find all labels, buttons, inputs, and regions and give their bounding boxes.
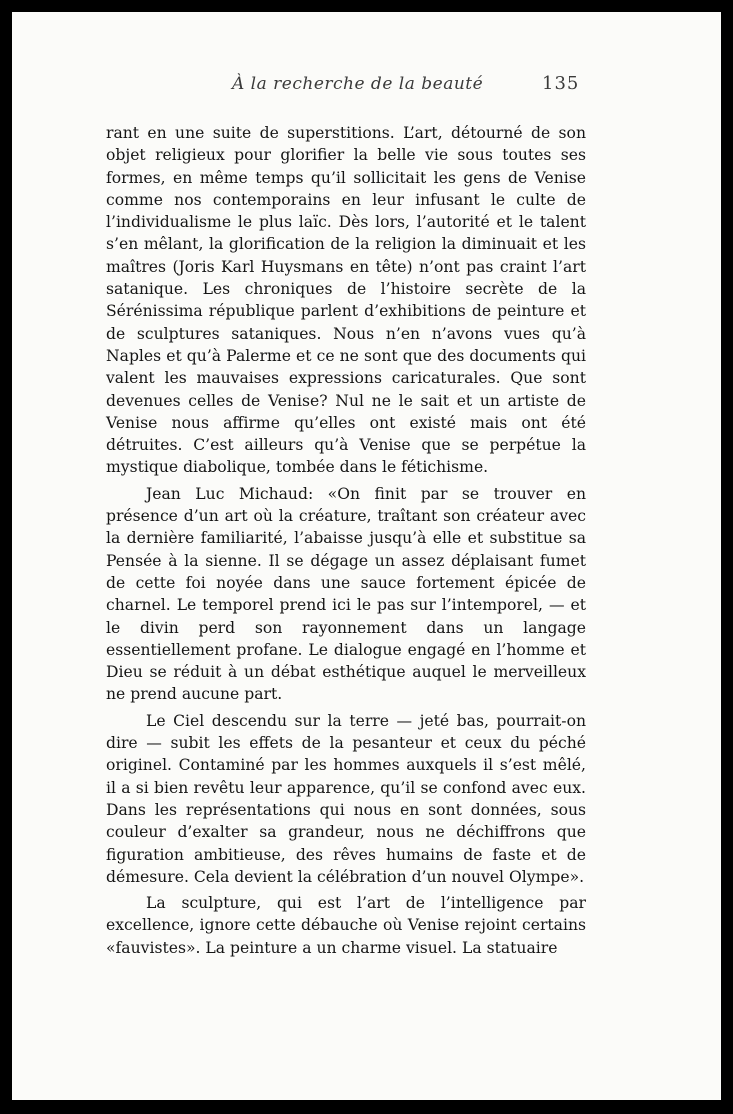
running-head (12, 74, 721, 104)
paragraph: rant en une suite de superstitions. L’art, détourné de son objet religieux pour glorifier la belle vie sous toutes ses formes, en même temps qu’il sollicitait les gens de Venise comme nos contemporains en leur infusant le culte de l’individualisme le plus laïc. Dès lors, l’autorité et le talent s’en mêlant, la glorification de la religion la diminuait et les maîtres (Joris Karl Huysmans en tête) n’ont pas craint l’art satanique. Les chroniques de l’histoire secrète de la Sérénissima république parlent d’exhibitions de peinture et de sculptures sataniques. Nous n’en n’avons vues qu’à Naples et qu’à Palerme et ce ne sont que des documents qui valent les mauvaises expressions caricaturales. Que sont devenues celles de Venise? Nul ne le sait et un artiste de Venise nous affirme qu’elles ont existé mais ont été détruites. C’est ailleurs qu’à Venise que se perpétue la mystique diabolique, tombée dans le fétichisme. (106, 124, 586, 477)
body-text (106, 122, 586, 959)
paragraph: La sculpture, qui est l’art de l’intelligence par excellence, ignore cette débauche où Venise rejoint certains «fauvistes». La peinture a un charme visuel. La statuaire (106, 894, 586, 957)
running-title: À la recherche de la beauté (232, 74, 484, 94)
book-page (12, 12, 721, 1100)
paragraph: Le Ciel descendu sur la terre — jeté bas, pourrait-on dire — subit les effets de la pesanteur et ceux du péché originel. Contaminé par les hommes auxquels il s’est mêlé, il a si bien revêtu leur apparence, qu’il se confond avec eux. Dans les représentations qui nous en sont données, sous couleur d’exalter sa grandeur, nous ne déchiffrons que figuration ambitieuse, des rêves humains de faste et de démesure. Cela devient la célébration d’un nouvel Olympe». (106, 711, 586, 886)
paragraph: Jean Luc Michaud: «On finit par se trouver en présence d’un art où la créature, traîtant son créateur avec la dernière familiarité, l’abaisse jusqu’à elle et substitue sa Pensée à la sienne. Il se dégage un assez déplaisant fumet de cette foi noyée dans une sauce fortement épicée de charnel. Le temporel prend ici le pas sur l’intemporel, — et le divin perd son rayonnement dans un langage essentiellement profane. Le dialogue engagé en l’homme et Dieu se réduit à un débat esthétique auquel le merveilleux ne prend aucune part. (106, 484, 586, 704)
page-number: 135 (542, 73, 580, 94)
